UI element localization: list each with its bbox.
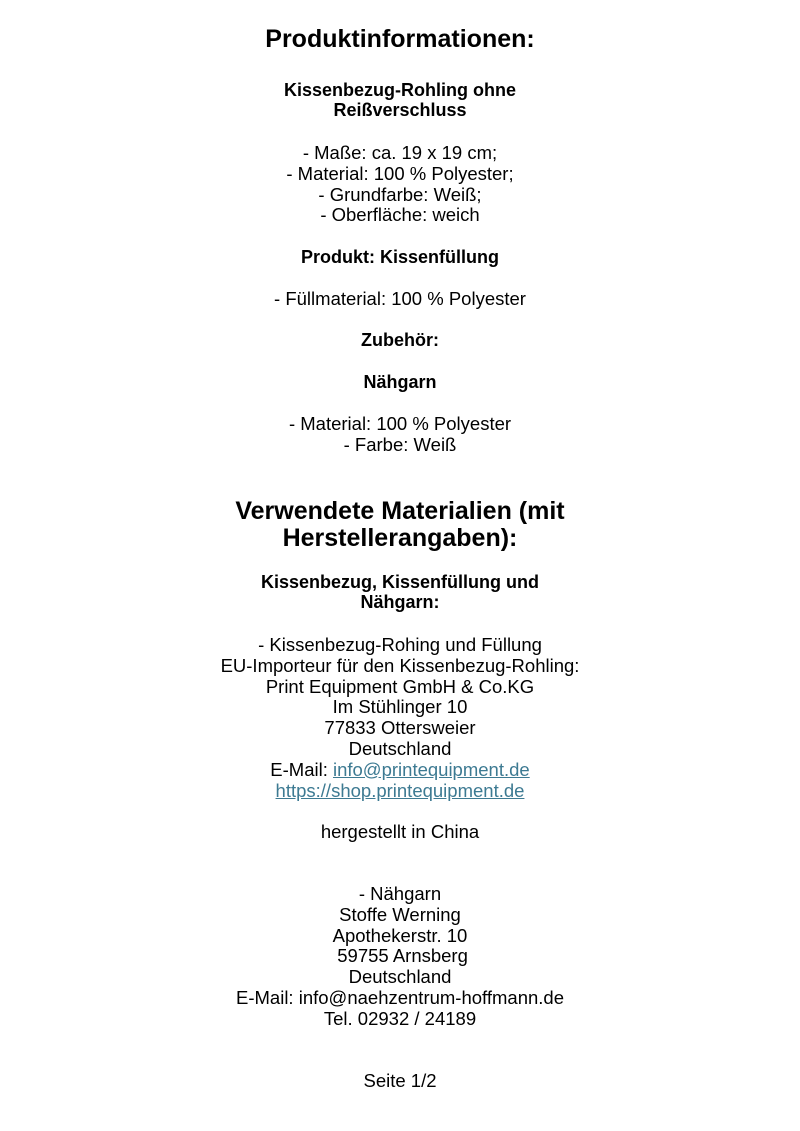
cover-heading-line-2: Reißverschluss xyxy=(333,100,467,120)
section-title-materials xyxy=(0,498,800,552)
thread-supplier-address xyxy=(0,884,800,1030)
page-number: Seite 1/2 xyxy=(363,1070,437,1091)
origin-note: hergestellt in China xyxy=(320,821,480,842)
address-line: 77833 Ottersweier xyxy=(324,717,476,739)
address-line: Print Equipment GmbH & Co.KG xyxy=(265,675,535,697)
address-line: Stoffe Werning xyxy=(339,903,461,925)
thread-heading: Nähgarn xyxy=(363,372,437,392)
materials-title-line-1: Verwendete Materialien (mit xyxy=(235,497,565,525)
thread-specs xyxy=(0,414,800,456)
website-line xyxy=(0,781,800,802)
email-link[interactable]: info@printequipment.de xyxy=(332,758,530,780)
spec-line: - Material: 100 % Polyester xyxy=(288,413,512,434)
address-line: Apothekerstr. 10 xyxy=(332,924,468,946)
spec-line: - Füllmaterial: 100 % Polyester xyxy=(274,288,526,309)
filling-heading: Produkt: Kissenfüllung xyxy=(301,247,499,267)
cover-heading xyxy=(0,80,800,120)
materials-heading xyxy=(0,572,800,612)
address-line: EU-Importeur für den Kissenbezug-Rohling: xyxy=(220,654,580,676)
address-line: Im Stühlinger 10 xyxy=(332,696,468,718)
address-line: Deutschland xyxy=(348,966,452,988)
page-footer xyxy=(0,1071,800,1092)
materials-title-line-2: Herstellerangaben): xyxy=(282,524,518,552)
address-line: Tel. 02932 / 24189 xyxy=(323,1007,477,1029)
email-line xyxy=(0,760,800,781)
accessories-heading: Zubehör: xyxy=(361,330,439,350)
address-line: - Nähgarn xyxy=(358,883,442,904)
spec-line: - Grundfarbe: Weiß; xyxy=(318,183,482,205)
filling-specs xyxy=(0,289,800,310)
address-line: E-Mail: info@naehzentrum-hoffmann.de xyxy=(236,986,564,1008)
address-line: Deutschland xyxy=(348,737,452,759)
spec-line: - Maße: ca. 19 x 19 cm; xyxy=(302,142,498,163)
address-line: - Kissenbezug-Rohing und Füllung xyxy=(258,634,542,655)
spec-line: - Material: 100 % Polyester; xyxy=(286,162,514,184)
cover-specs xyxy=(0,143,800,226)
spec-line: - Farbe: Weiß xyxy=(343,433,457,455)
materials-heading-line-1: Kissenbezug, Kissenfüllung und xyxy=(260,572,539,592)
section-title-product-info: Produktinformationen: xyxy=(265,25,535,53)
spec-line: - Oberfläche: weich xyxy=(320,204,480,226)
importer-address xyxy=(0,635,800,801)
cover-heading-line-1: Kissenbezug-Rohling ohne xyxy=(284,80,516,100)
email-label: E-Mail: xyxy=(270,758,333,780)
materials-heading-line-2: Nähgarn: xyxy=(360,592,440,612)
address-line: 59755 Arnsberg xyxy=(332,945,468,967)
website-link[interactable]: https://shop.printequipment.de xyxy=(275,779,525,801)
